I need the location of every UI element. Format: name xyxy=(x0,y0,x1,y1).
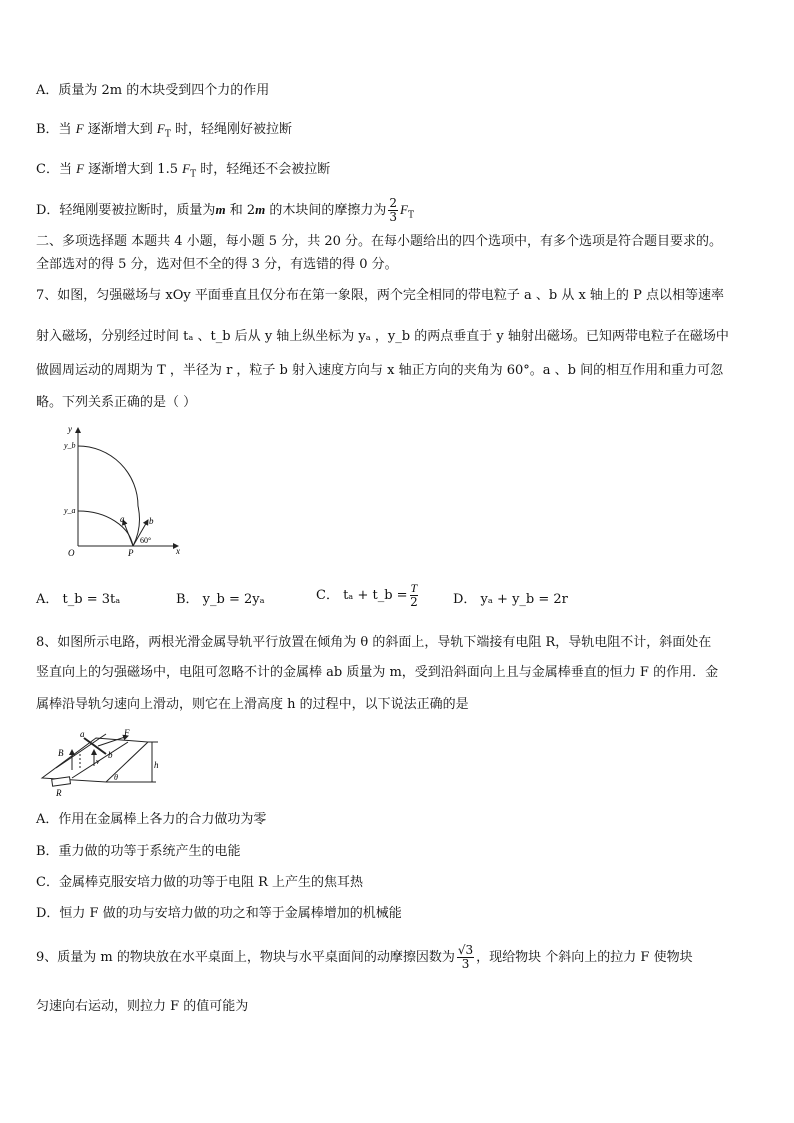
q6-option-d-m1: m xyxy=(215,202,226,217)
q8-label-b: b xyxy=(108,750,113,760)
q8-line3: 属棒沿导轨匀速向上滑动，则它在上滑高度 h 的过程中，以下说法正确的是 xyxy=(36,697,469,712)
q7-label-b: b xyxy=(149,516,154,526)
q8-option-b: B．重力做的功等于系统产生的电能 xyxy=(36,844,241,859)
q9-frac-den: 3 xyxy=(461,957,470,971)
q7-figure xyxy=(58,424,188,558)
q6-option-d-mid2: 的木块间的摩擦力为 xyxy=(265,203,387,218)
q9-line1 xyxy=(36,938,693,978)
q7-arc-b xyxy=(78,446,139,546)
q8-line1: 8、如图所示电路，两根光滑金属导轨平行放置在倾角为 θ 的斜面上，导轨下端接有电阻 R，导轨电阻不计，斜面处在 xyxy=(36,635,712,650)
q9-line1-pre: 9、质量为 m 的物块放在水平桌面上，物块与水平桌面间的动摩擦因数为 xyxy=(36,950,455,965)
q6-option-b-F: F xyxy=(75,121,84,136)
q8-resistor xyxy=(52,777,71,786)
q8-option-c: C．金属棒克服安培力做的功等于电阻 R 上产生的焦耳热 xyxy=(36,875,363,890)
q6-option-b-post: 时，轻绳刚好被拉断 xyxy=(170,122,293,137)
q6-option-d-T: T xyxy=(407,210,414,221)
q8-label-F: F xyxy=(124,728,130,738)
q7-arc-a xyxy=(78,511,133,546)
q7-label-ya: y_a xyxy=(64,506,76,515)
q6-option-d-FT: F xyxy=(400,202,408,217)
section2-line1: 二、多项选择题 本题共 4 小题，每小题 5 分，共 20 分。在每小题给出的四个选项中，有多个选项是符合题目要求的。 xyxy=(36,234,723,249)
q6-option-c-mid: 逐渐增大到 1.5 xyxy=(84,162,183,177)
q6-option-a: A．质量为 2m 的木块受到四个力的作用 xyxy=(36,83,270,98)
q7-option-c xyxy=(316,576,420,616)
q6-option-d-den: 3 xyxy=(389,210,398,224)
q7-label-angle: 60° xyxy=(140,536,152,545)
q7-option-d: D． yₐ + y_b = 2r xyxy=(453,592,568,607)
section2-line2: 全部选对的得 5 分，选对但不全的得 3 分，有选错的得 0 分。 xyxy=(36,257,398,272)
q6-option-d-num: 2 xyxy=(389,196,398,210)
q8-label-theta: θ xyxy=(114,773,118,782)
q8-figure xyxy=(36,728,166,800)
q8-option-d: D．恒力 F 做的功与安培力做的功之和等于金属棒增加的机械能 xyxy=(36,906,402,921)
q7-label-yb: y_b xyxy=(64,441,76,450)
q6-option-b-pre: B．当 xyxy=(36,122,76,137)
q6-option-b xyxy=(36,120,292,144)
q6-option-d-fraction xyxy=(388,197,398,224)
q6-option-c xyxy=(36,160,330,184)
q7-label-origin: O xyxy=(68,548,75,558)
q8-line2: 竖直向上的匀强磁场中，电阻可忽略不计的金属棒 ab 质量为 m，受到沿斜面向上且与金属棒垂直的恒力 F 的作用．金 xyxy=(36,665,719,680)
q6-option-c-F: F xyxy=(76,161,85,176)
q6-option-d xyxy=(36,194,414,232)
q6-option-b-mid: 逐渐增大到 xyxy=(83,122,157,137)
q6-option-d-pre: D．轻绳刚要被拉断时，质量为 xyxy=(36,203,216,218)
q6-option-c-FT: F xyxy=(182,161,191,176)
q8-label-v: v xyxy=(96,757,100,766)
q7-option-c-den: 2 xyxy=(410,595,418,609)
q6-option-b-T: T xyxy=(164,129,171,140)
q7-option-b: B． y_b = 2yₐ xyxy=(176,592,265,607)
q7-line3: 做圆周运动的周期为 T ，半径为 r ，粒子 b 射入速度方向与 x 轴正方向的夹角为 60°。a 、b 间的相互作用和重力可忽 xyxy=(36,363,724,378)
q7-option-c-fraction xyxy=(410,582,419,609)
q7-option-c-pre: C． tₐ + t_b = xyxy=(316,588,408,603)
q7-option-c-num: T xyxy=(410,581,418,595)
q8-label-R: R xyxy=(56,788,62,798)
q9-line1-post: ，现给物块 个斜向上的拉力 F 使物块 xyxy=(476,950,693,965)
q8-incline xyxy=(42,738,148,782)
q8-label-B: B xyxy=(58,748,64,758)
q9-frac-num: √3 xyxy=(457,943,474,957)
q6-option-b-FT: F xyxy=(156,121,165,136)
q8-label-h: h xyxy=(154,760,159,770)
q9-fraction xyxy=(457,944,474,971)
q7-arrow-a xyxy=(123,520,133,546)
q6-option-c-pre: C．当 xyxy=(36,162,77,177)
q8-label-a: a xyxy=(80,729,85,739)
q6-option-d-m2: m xyxy=(255,202,266,217)
q7-label-y: y xyxy=(68,424,72,434)
q7-label-p: P xyxy=(128,548,134,558)
q7-line2: 射入磁场，分别经过时间 tₐ 、t_b 后从 y 轴上纵坐标为 yₐ ，y_b 的两点垂直于 y 轴射出磁场。已知两带电粒子在磁场中 xyxy=(36,329,729,344)
q9-line2: 匀速向右运动，则拉力 F 的值可能为 xyxy=(36,999,249,1014)
q7-option-a: A． t_b = 3tₐ xyxy=(36,592,121,607)
q7-label-x: x xyxy=(176,546,180,556)
q7-line1: 7、如图，匀强磁场与 xOy 平面垂直且仅分布在第一象限，两个完全相同的带电粒子 a 、b 从 x 轴上的 P 点以相等速率 xyxy=(36,288,724,303)
q6-option-c-post: 时，轻绳还不会被拉断 xyxy=(196,162,331,177)
q6-option-c-T: T xyxy=(190,169,197,180)
q7-line4: 略。下列关系正确的是（ ） xyxy=(36,395,197,410)
q8-bar-ab xyxy=(84,738,106,754)
q8-option-a: A．作用在金属棒上各力的合力做功为零 xyxy=(36,812,267,827)
q7-label-a: a xyxy=(120,514,125,524)
q6-option-d-mid1: 和 2 xyxy=(225,203,256,218)
